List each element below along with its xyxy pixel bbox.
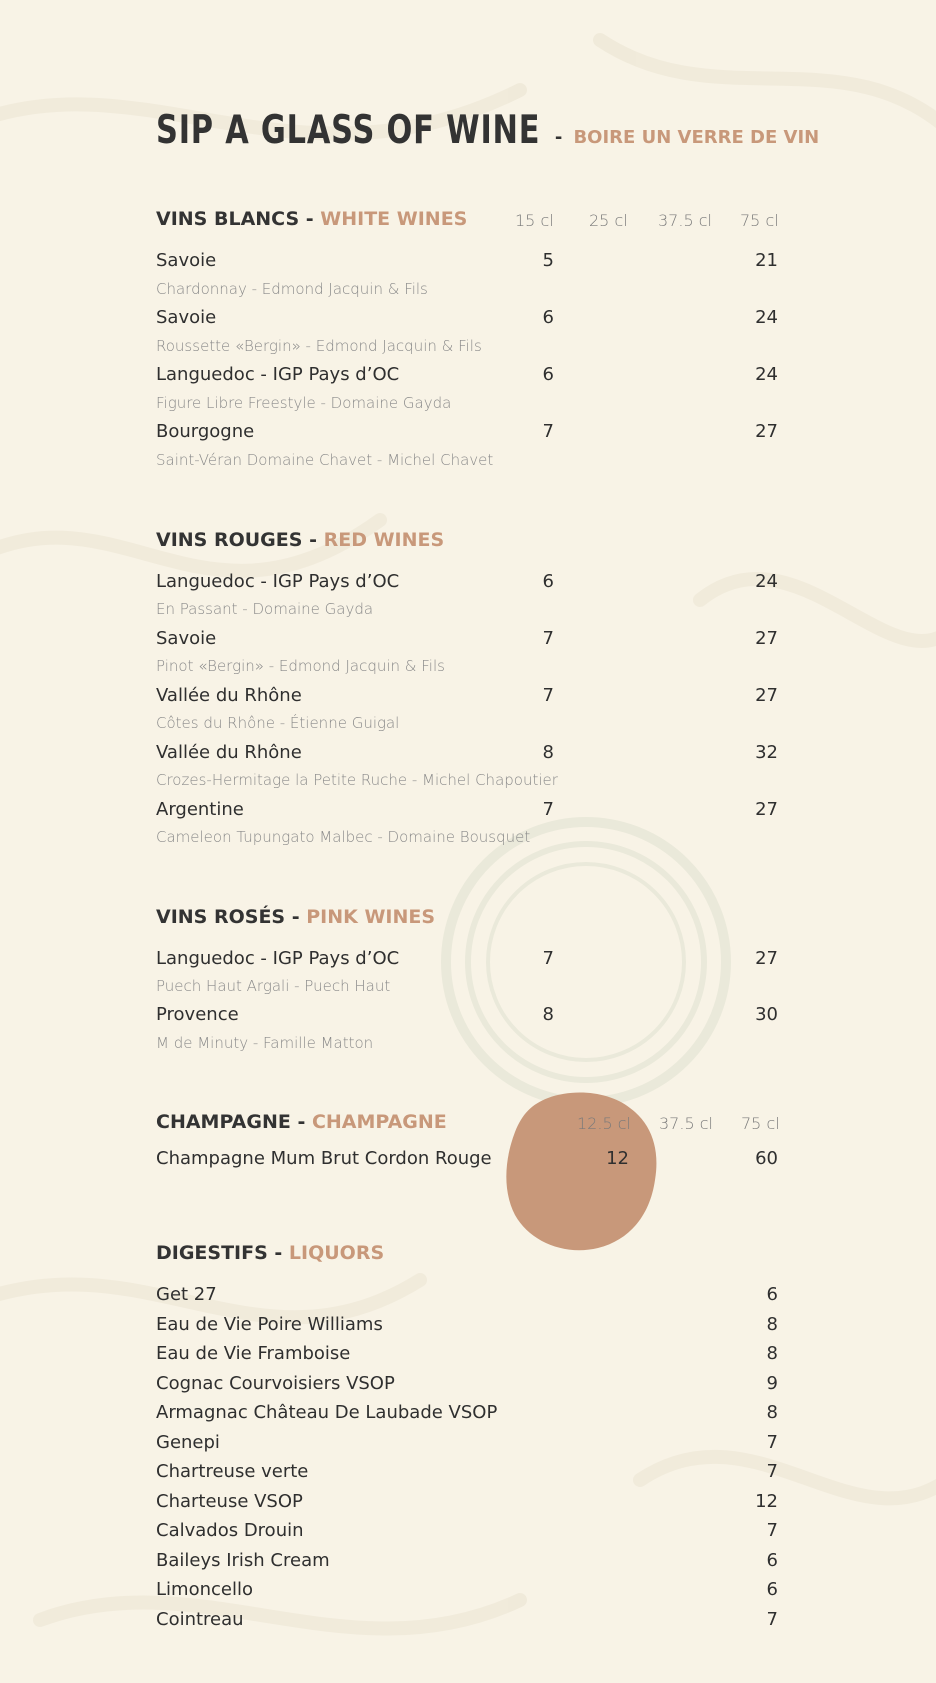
wine-name: Savoie bbox=[156, 250, 217, 271]
liquor-price: 9 bbox=[766, 1373, 778, 1394]
price-glass: 6 bbox=[542, 307, 554, 328]
liquor-price: 12 bbox=[755, 1491, 778, 1512]
column-header-25cl: 25 cl bbox=[589, 211, 628, 230]
price-bottle: 27 bbox=[755, 948, 778, 969]
column-header-37-5cl: 37.5 cl bbox=[659, 1114, 713, 1133]
wine-name: Languedoc - IGP Pays d’OC bbox=[156, 948, 400, 969]
liquor-price: 6 bbox=[766, 1284, 778, 1305]
liquor-price: 6 bbox=[766, 1550, 778, 1571]
price-bottle: 24 bbox=[755, 364, 778, 385]
price-bottle: 30 bbox=[755, 1004, 778, 1025]
wine-name: Vallée du Rhône bbox=[156, 685, 302, 706]
price-glass: 12 bbox=[606, 1148, 629, 1169]
column-header-75cl: 75 cl bbox=[740, 211, 779, 230]
wine-description: Roussette «Bergin» - Edmond Jacquin & Fils bbox=[156, 337, 482, 355]
liquor-price: 8 bbox=[766, 1402, 778, 1423]
section-title-en: PINK WINES bbox=[306, 906, 436, 928]
section-title-fr: VINS ROSÉS bbox=[156, 906, 286, 928]
section-title-en: WHITE WINES bbox=[320, 208, 468, 230]
section-title-en: RED WINES bbox=[323, 529, 445, 551]
liquor-name: Cognac Courvoisiers VSOP bbox=[156, 1373, 395, 1394]
liquor-name: Eau de Vie Framboise bbox=[156, 1343, 351, 1364]
liquor-name: Limoncello bbox=[156, 1579, 253, 1600]
price-bottle: 24 bbox=[755, 307, 778, 328]
wine-name: Languedoc - IGP Pays d’OC bbox=[156, 571, 400, 592]
wine-name: Languedoc - IGP Pays d’OC bbox=[156, 364, 400, 385]
wine-description: Cameleon Tupungato Malbec - Domaine Bousquet bbox=[156, 828, 531, 846]
wine-description: M de Minuty - Famille Matton bbox=[156, 1034, 374, 1052]
page-title bbox=[156, 108, 819, 153]
liquor-price: 7 bbox=[766, 1609, 778, 1630]
price-glass: 5 bbox=[542, 250, 554, 271]
liquor-name: Cointreau bbox=[156, 1609, 244, 1630]
price-glass: 7 bbox=[542, 948, 554, 969]
wine-name: Savoie bbox=[156, 307, 217, 328]
wine-name: Vallée du Rhône bbox=[156, 742, 302, 763]
column-header-37-5cl: 37.5 cl bbox=[658, 211, 712, 230]
section-title-fr: VINS BLANCS bbox=[156, 208, 300, 230]
wine-description: En Passant - Domaine Gayda bbox=[156, 600, 374, 618]
wine-description: Pinot «Bergin» - Edmond Jacquin & Fils bbox=[156, 657, 445, 675]
price-glass: 7 bbox=[542, 799, 554, 820]
price-bottle: 27 bbox=[755, 628, 778, 649]
wine-name: Argentine bbox=[156, 799, 244, 820]
liquor-price: 7 bbox=[766, 1461, 778, 1482]
title-main: SIP A GLASS OF WINE bbox=[156, 108, 541, 153]
section-title-fr: VINS ROUGES bbox=[156, 529, 303, 551]
liquor-name: Chartreuse verte bbox=[156, 1461, 309, 1482]
liquor-name: Genepi bbox=[156, 1432, 220, 1453]
price-glass: 8 bbox=[542, 742, 554, 763]
price-glass: 6 bbox=[542, 571, 554, 592]
price-glass: 6 bbox=[542, 364, 554, 385]
section-title-en: LIQUORS bbox=[288, 1242, 385, 1264]
liquor-name: Baileys Irish Cream bbox=[156, 1550, 330, 1571]
section-title-fr: CHAMPAGNE bbox=[156, 1111, 291, 1133]
wine-name: Savoie bbox=[156, 628, 217, 649]
price-glass: 7 bbox=[542, 421, 554, 442]
wine-description: Saint-Véran Domaine Chavet - Michel Chavet bbox=[156, 451, 494, 469]
price-glass: 8 bbox=[542, 1004, 554, 1025]
price-bottle: 24 bbox=[755, 571, 778, 592]
price-glass: 7 bbox=[542, 685, 554, 706]
section-white-wines-header: VINS BLANCS - WHITE WINES bbox=[156, 208, 468, 230]
liquor-price: 7 bbox=[766, 1432, 778, 1453]
section-title-fr: DIGESTIFS bbox=[156, 1242, 268, 1264]
section-pink-wines-header: VINS ROSÉS - PINK WINES bbox=[156, 906, 436, 928]
liquor-price: 8 bbox=[766, 1343, 778, 1364]
title-subtitle: BOIRE UN VERRE DE VIN bbox=[573, 127, 820, 148]
section-title-en: CHAMPAGNE bbox=[311, 1111, 447, 1133]
wine-menu bbox=[156, 0, 820, 1683]
liquor-name: Eau de Vie Poire Williams bbox=[156, 1314, 383, 1335]
section-red-wines-header: VINS ROUGES - RED WINES bbox=[156, 529, 445, 551]
price-bottle: 60 bbox=[755, 1148, 778, 1169]
title-separator: - bbox=[554, 127, 563, 148]
wine-name: Bourgogne bbox=[156, 421, 255, 442]
price-bottle: 27 bbox=[755, 421, 778, 442]
wine-description: Côtes du Rhône - Étienne Guigal bbox=[156, 714, 400, 732]
price-bottle: 21 bbox=[755, 250, 778, 271]
column-header-12-5cl: 12.5 cl bbox=[577, 1114, 631, 1133]
liquor-name: Charteuse VSOP bbox=[156, 1491, 303, 1512]
wine-description: Puech Haut Argali - Puech Haut bbox=[156, 977, 391, 995]
liquor-price: 8 bbox=[766, 1314, 778, 1335]
price-bottle: 27 bbox=[755, 685, 778, 706]
wine-name: Champagne Mum Brut Cordon Rouge bbox=[156, 1148, 492, 1169]
price-bottle: 32 bbox=[755, 742, 778, 763]
price-bottle: 27 bbox=[755, 799, 778, 820]
column-header-75cl: 75 cl bbox=[741, 1114, 780, 1133]
wine-description: Crozes-Hermitage la Petite Ruche - Michel Chapoutier bbox=[156, 771, 558, 789]
price-glass: 7 bbox=[542, 628, 554, 649]
liquor-name: Armagnac Château De Laubade VSOP bbox=[156, 1402, 498, 1423]
wine-name: Provence bbox=[156, 1004, 239, 1025]
liquor-name: Get 27 bbox=[156, 1284, 217, 1305]
section-digestifs-header: DIGESTIFS - LIQUORS bbox=[156, 1242, 385, 1264]
wine-description: Chardonnay - Edmond Jacquin & Fils bbox=[156, 280, 428, 298]
liquor-name: Calvados Drouin bbox=[156, 1520, 304, 1541]
wine-description: Figure Libre Freestyle - Domaine Gayda bbox=[156, 394, 452, 412]
liquor-price: 7 bbox=[766, 1520, 778, 1541]
section-champagne-header: CHAMPAGNE - CHAMPAGNE bbox=[156, 1111, 447, 1133]
liquor-price: 6 bbox=[766, 1579, 778, 1600]
column-header-15cl: 15 cl bbox=[515, 211, 554, 230]
